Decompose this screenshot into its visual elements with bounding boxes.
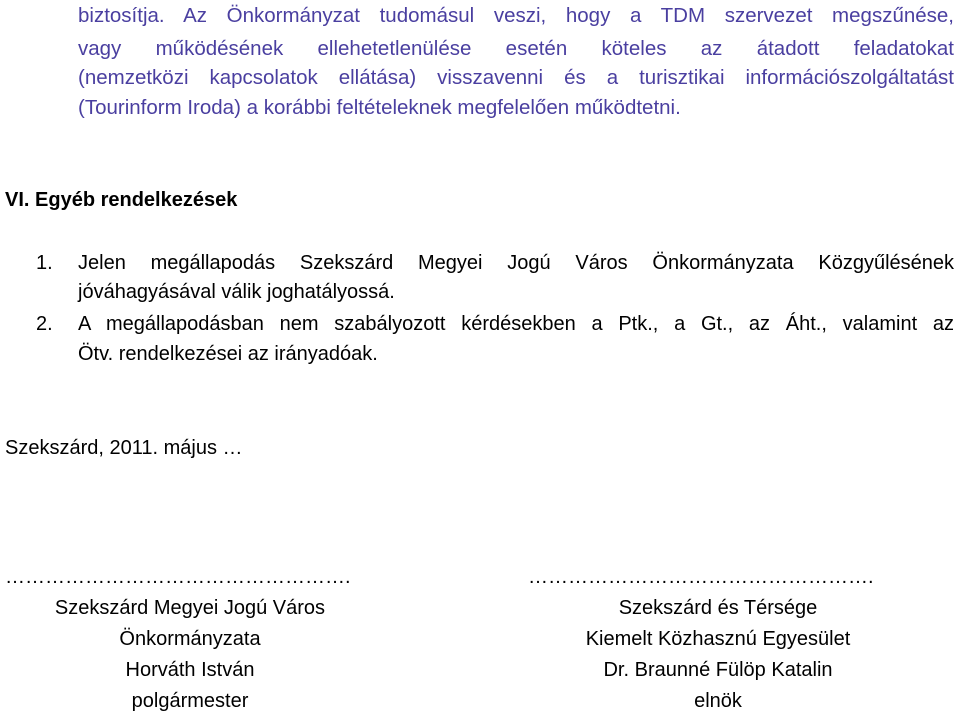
paragraph-line-1: biztosítja. Az Önkormányzat tudomásul veszi, hogy a TDM szervezet megszűnése, xyxy=(78,4,954,27)
signatory-name: Horváth István xyxy=(125,659,255,681)
list-item-number: 2. xyxy=(36,313,53,335)
signatory-organization-line-2: Önkormányzata xyxy=(119,628,261,650)
list-item-line: Jelen megállapodás Szekszárd Megyei Jogú Város Önkormányzata Közgyűlésének xyxy=(78,252,954,274)
signatory-organization-line-1: Szekszárd Megyei Jogú Város xyxy=(54,597,326,619)
signatory-title: elnök xyxy=(694,690,742,712)
section-heading: VI. Egyéb rendelkezések xyxy=(5,189,238,211)
signature-block-right xyxy=(528,562,908,717)
paragraph-line-2: vagy működésének ellehetetlenülése esetén köteles az átadott feladatokat xyxy=(78,37,954,60)
place-date-line: Szekszárd, 2011. május … xyxy=(5,437,243,459)
list-item-line: A megállapodásban nem szabályozott kérdésekben a Ptk., a Gt., az Áht., valamint az xyxy=(78,313,954,335)
paragraph-line-4: (Tourinform Iroda) a korábbi feltételeknek megfelelően működtetni. xyxy=(78,96,681,119)
signatory-title: polgármester xyxy=(131,690,249,712)
signature-block-left xyxy=(0,562,380,717)
list-item-line: jóváhagyásával válik joghatályossá. xyxy=(78,281,395,303)
list-item-number: 1. xyxy=(36,252,53,274)
paragraph-line-3: (nemzetközi kapcsolatok ellátása) visszavenni és a turisztikai információszolgáltatást xyxy=(78,66,954,89)
list-item-line: Ötv. rendelkezései az irányadóak. xyxy=(78,343,378,365)
signature-dotted-line: ……………………………………………. xyxy=(528,566,874,588)
signatory-name: Dr. Braunné Fülöp Katalin xyxy=(603,659,833,681)
signature-dotted-line: ……………………………………………. xyxy=(5,566,351,588)
signatory-organization-line-1: Szekszárd és Térsége xyxy=(618,597,818,619)
signatory-organization-line-2: Kiemelt Közhasznú Egyesület xyxy=(585,628,851,650)
